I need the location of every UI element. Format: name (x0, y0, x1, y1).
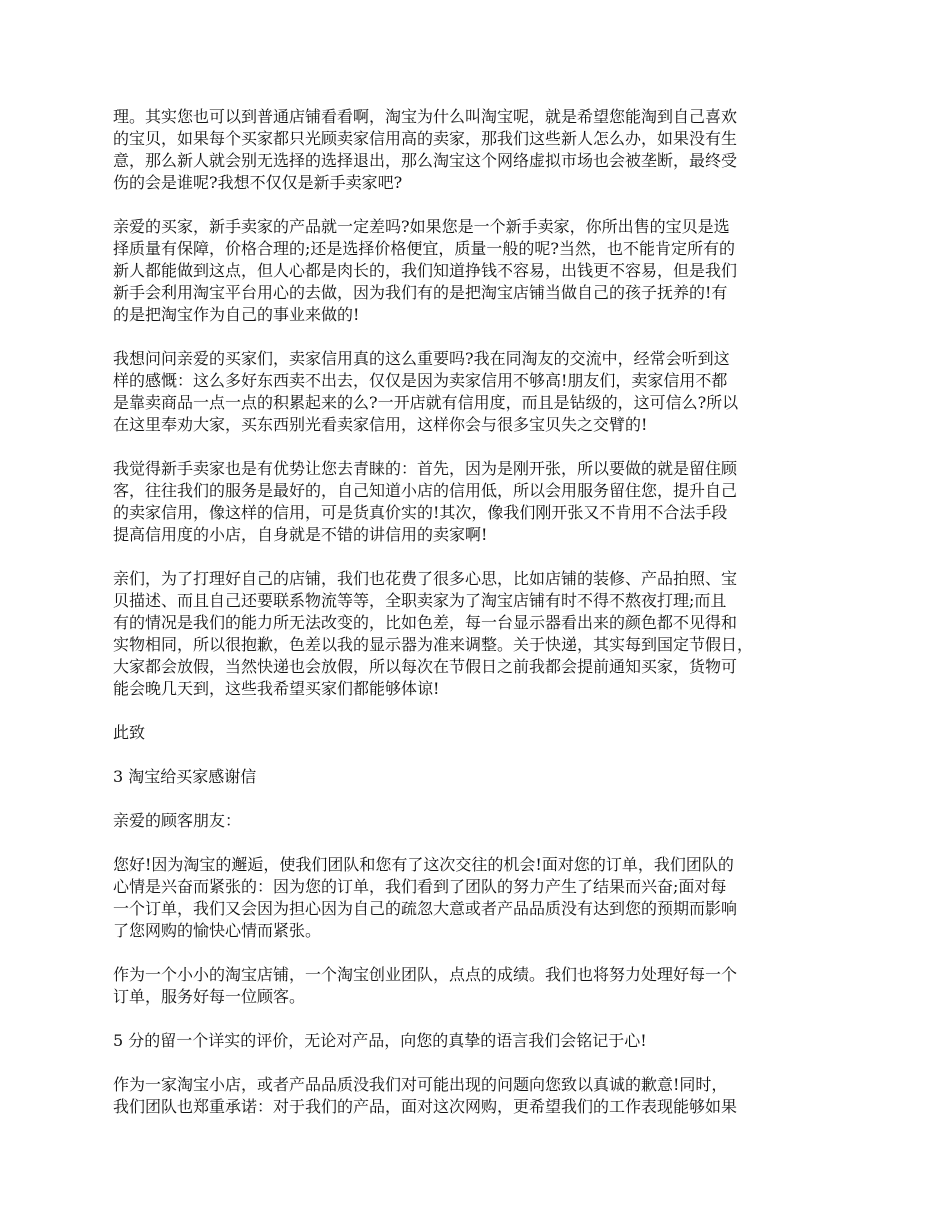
greeting: 亲爱的顾客朋友： (113, 811, 242, 830)
paragraph-5: 亲们，为了打理好自己的店铺，我们也花费了很多心思，比如店铺的装修、产品拍照、宝 贝描述、而且自己还要联系物流等等，全职卖家为了淘宝店铺有时不得不熬夜打理;而且 有的情况是我们的能力所无法改变的，比如色差，每一台显示器看出来的颜色都不见得和 实物相同，所以很抱歉，色差以我的显示器为准来调整。关于快递，其实每到国定节假日， 大家都会放假，当然快递也会放假，所以每次在节假日之前我都会提前通知买家，货物可 能会晚几天到，这些我希望买家们都能够体谅! (113, 569, 754, 698)
document-body (113, 106, 846, 1140)
paragraph-9: 作为一家淘宝小店，或者产品品质没我们对可能出现的问题向您致以真诚的歉意!同时， 我们团队也郑重承诺：对于我们的产品，面对这次网购，更希望我们的工作表现能够如果 (113, 1075, 738, 1116)
paragraph-8: 5 分的留一个详实的评价，无论对产品，向您的真挚的语言我们会铭记于心! (113, 1031, 647, 1050)
closing-salutation: 此致 (113, 723, 146, 742)
section-heading: 3 淘宝给买家感谢信 (113, 767, 257, 786)
paragraph-3: 我想问问亲爱的买家们，卖家信用真的这么重要吗?我在同淘友的交流中，经常会听到这 样的感慨：这么多好东西卖不出去，仅仅是因为卖家信用不够高!朋友们，卖家信用不都 是靠卖商品一点一点的积累起来的么?一开店就有信用度，而且是钻级的，这可信么?所以 在这里奉劝大家，买东西别光看卖家信用，这样你会与很多宝贝失之交臂的! (113, 349, 739, 434)
paragraph-6: 您好!因为淘宝的邂逅，使我们团队和您有了这次交往的机会!面对您的订单，我们团队的 心情是兴奋而紧张的：因为您的订单，我们看到了团队的努力产生了结果而兴奋;面对每 一个订单，我们又会因为担心因为自己的疏忽大意或者产品品质没有达到您的预期而影响 了您网购的愉快心情而紧张。 (113, 855, 738, 940)
paragraph-1: 理。其实您也可以到普通店铺看看啊，淘宝为什么叫淘宝呢，就是希望您能淘到自己喜欢 的宝贝，如果每个买家都只光顾卖家信用高的卖家，那我们这些新人怎么办，如果没有生 意，那么新人就会别无选择的选择退出，那么淘宝这个网络虚拟市场也会被垄断，最终受 伤的会是谁呢?我想不仅仅是新手卖家吧? (113, 107, 738, 192)
paragraph-2: 亲爱的买家，新手卖家的产品就一定差吗?如果您是一个新手卖家，你所出售的宝贝是选 择质量有保障，价格合理的;还是选择价格便宜，质量一般的呢?当然，也不能肯定所有的 新人都能做到这点，但人心都是肉长的，我们知道挣钱不容易，出钱更不容易，但是我们 新手会利用淘宝平台用心的去做，因为我们有的是把淘宝店铺当做自己的孩子抚养的!有 的是把淘宝作为自己的事业来做的! (113, 217, 738, 324)
paragraph-4: 我觉得新手卖家也是有优势让您去青睐的：首先，因为是刚开张，所以要做的就是留住顾 客，往往我们的服务是最好的，自己知道小店的信用低，所以会用服务留住您，提升自己 的卖家信用，像这样的信用，可是货真价实的!其次，像我们刚开张又不肯用不合法手段 提高信用度的小店，自身就是不错的讲信用的卖家啊! (113, 459, 738, 544)
paragraph-7: 作为一个小小的淘宝店铺，一个淘宝创业团队，点点的成绩。我们也将努力处理好每一个 订单，服务好每一位顾客。 (113, 965, 738, 1006)
